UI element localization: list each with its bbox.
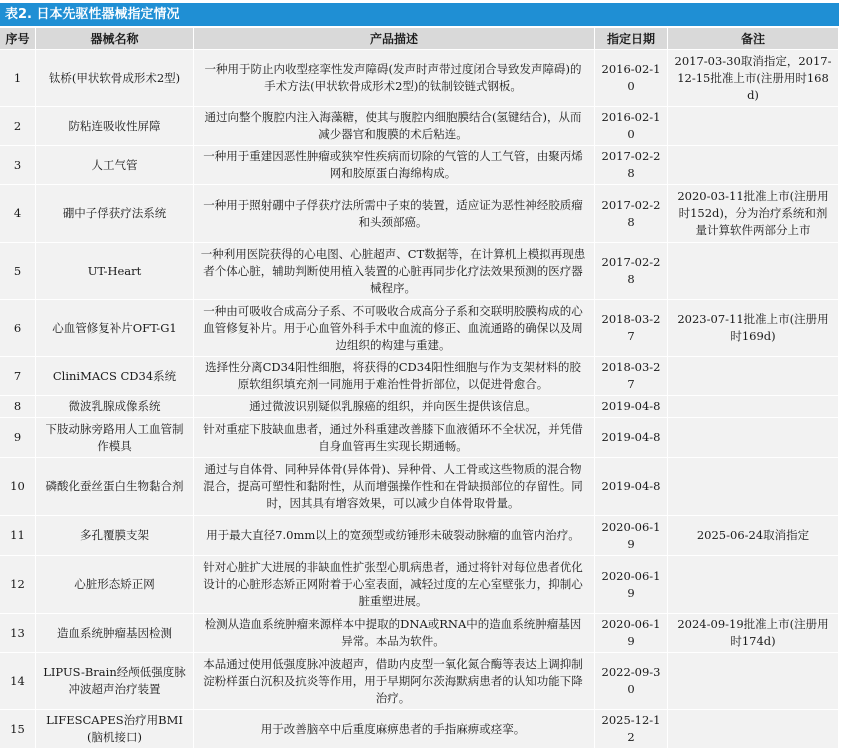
col-header-no: 序号 <box>0 28 36 49</box>
cell-no: 6 <box>0 300 36 356</box>
cell-no: 14 <box>0 653 36 709</box>
cell-name: UT-Heart <box>36 243 194 299</box>
table-row <box>0 243 839 299</box>
col-header-desc: 产品描述 <box>194 28 595 49</box>
cell-no: 10 <box>0 458 36 515</box>
cell-name: 心血管修复补片OFT-G1 <box>36 300 194 356</box>
cell-name: 造血系统肿瘤基因检测 <box>36 614 194 652</box>
cell-note <box>668 710 839 748</box>
cell-no: 8 <box>0 396 36 417</box>
cell-desc: 本品通过使用低强度脉冲波超声，借助内皮型一氧化氮合酶等表达上调抑制淀粉样蛋白沉积及抗炎等作用，用于早期阿尔茨海默病患者的认知功能下降治疗。 <box>194 653 595 709</box>
cell-date: 2019-04-8 <box>595 458 668 515</box>
cell-note <box>668 243 839 299</box>
cell-desc: 一种用于重建因恶性肿瘤或狭窄性疾病而切除的气管的人工气管，由聚丙烯网和胶原蛋白海绵构成。 <box>194 146 595 184</box>
cell-desc: 选择性分离CD34阳性细胞，将获得的CD34阳性细胞与作为支架材料的胶原软组织填充剂一同施用于难治性骨折部位，以促进骨愈合。 <box>194 357 595 395</box>
designation-table <box>0 27 839 749</box>
cell-note: 2024-09-19批准上市(注册用时174d) <box>668 614 839 652</box>
cell-date: 2019-04-8 <box>595 396 668 417</box>
cell-note <box>668 418 839 457</box>
cell-desc: 一种用于防止内收型痉挛性发声障碍(发声时声带过度闭合导致发声障碍)的手术方法(甲状软骨成形术2型)的钛制铰链式钢板。 <box>194 50 595 106</box>
cell-date: 2017-02-28 <box>595 146 668 184</box>
col-header-name: 器械名称 <box>36 28 194 49</box>
table-row <box>0 458 839 515</box>
table-row <box>0 516 839 555</box>
cell-desc: 通过向整个腹腔内注入海藻糖，使其与腹腔内细胞膜结合(氢键结合)，从而减少器官和腹膜的术后粘连。 <box>194 107 595 145</box>
table-row <box>0 653 839 709</box>
cell-date: 2022-09-30 <box>595 653 668 709</box>
cell-no: 4 <box>0 185 36 242</box>
cell-desc: 针对重症下肢缺血患者，通过外科重建改善膝下血液循环不全状况，并凭借自身血管再生实现长期通畅。 <box>194 418 595 457</box>
cell-desc: 一种用于照射硼中子俘获疗法所需中子束的装置，适应证为恶性神经胶质瘤和头颈部癌。 <box>194 185 595 242</box>
cell-name: 磷酸化蚕丝蛋白生物黏合剂 <box>36 458 194 515</box>
table-row <box>0 614 839 652</box>
cell-note <box>668 653 839 709</box>
table-row <box>0 185 839 242</box>
cell-note <box>668 146 839 184</box>
cell-date: 2016-02-10 <box>595 50 668 106</box>
cell-no: 12 <box>0 556 36 613</box>
cell-name: 硼中子俘获疗法系统 <box>36 185 194 242</box>
cell-no: 13 <box>0 614 36 652</box>
cell-note <box>668 396 839 417</box>
cell-no: 1 <box>0 50 36 106</box>
table-body <box>0 50 839 748</box>
cell-name: 钛桥(甲状软骨成形术2型) <box>36 50 194 106</box>
cell-date: 2018-03-27 <box>595 357 668 395</box>
cell-date: 2017-02-28 <box>595 185 668 242</box>
cell-name: LIPUS-Brain经颅低强度脉冲波超声治疗装置 <box>36 653 194 709</box>
col-header-note: 备注 <box>668 28 839 49</box>
cell-no: 3 <box>0 146 36 184</box>
cell-note: 2023-07-11批准上市(注册用时169d) <box>668 300 839 356</box>
table-title: 表2. 日本先驱性器械指定情况 <box>0 3 839 26</box>
cell-desc: 一种由可吸收合成高分子系、不可吸收合成高分子系和交联明胶膜构成的心血管修复补片。用于心血管外科手术中血流的修正、血流通路的确保以及周边组织的构建与重建。 <box>194 300 595 356</box>
table-row <box>0 556 839 613</box>
cell-note <box>668 458 839 515</box>
cell-date: 2020-06-19 <box>595 556 668 613</box>
header-row <box>0 28 839 49</box>
cell-date: 2017-02-28 <box>595 243 668 299</box>
table-row <box>0 396 839 417</box>
cell-no: 2 <box>0 107 36 145</box>
table-row <box>0 300 839 356</box>
cell-name: 心脏形态矫正网 <box>36 556 194 613</box>
col-header-date: 指定日期 <box>595 28 668 49</box>
cell-desc: 通过与自体骨、同种异体骨(异体骨)、异种骨、人工骨或这些物质的混合物混合，提高可塑性和黏附性，从而增强操作性和在骨缺损部位的存留性。同时，因其具有增容效果，可以减少自体骨取骨量。 <box>194 458 595 515</box>
cell-note: 2017-03-30取消指定，2017-12-15批准上市(注册用时168d) <box>668 50 839 106</box>
cell-name: 多孔覆膜支架 <box>36 516 194 555</box>
cell-date: 2020-06-19 <box>595 516 668 555</box>
cell-desc: 用于最大直径7.0mm以上的宽颈型或纺锤形未破裂动脉瘤的血管内治疗。 <box>194 516 595 555</box>
cell-desc: 针对心脏扩大进展的非缺血性扩张型心肌病患者，通过将针对每位患者优化设计的心脏形态矫正网附着于心室表面，减轻过度的左心室壁张力，抑制心脏重塑进展。 <box>194 556 595 613</box>
cell-no: 9 <box>0 418 36 457</box>
table-row <box>0 710 839 748</box>
cell-name: 人工气管 <box>36 146 194 184</box>
cell-date: 2025-12-12 <box>595 710 668 748</box>
cell-note <box>668 556 839 613</box>
cell-note <box>668 357 839 395</box>
cell-name: 微波乳腺成像系统 <box>36 396 194 417</box>
cell-desc: 用于改善脑卒中后重度麻痹患者的手指麻痹或痉挛。 <box>194 710 595 748</box>
cell-date: 2019-04-8 <box>595 418 668 457</box>
cell-no: 5 <box>0 243 36 299</box>
cell-name: LIFESCAPES治疗用BMI(脑机接口) <box>36 710 194 748</box>
cell-date: 2018-03-27 <box>595 300 668 356</box>
cell-note: 2020-03-11批准上市(注册用时152d)，分为治疗系统和剂量计算软件两部分上市 <box>668 185 839 242</box>
cell-date: 2016-02-10 <box>595 107 668 145</box>
cell-no: 15 <box>0 710 36 748</box>
cell-note: 2025-06-24取消指定 <box>668 516 839 555</box>
cell-name: 下肢动脉旁路用人工血管制作模具 <box>36 418 194 457</box>
table-row <box>0 357 839 395</box>
cell-desc: 检测从造血系统肿瘤来源样本中提取的DNA或RNA中的造血系统肿瘤基因异常。本品为软件。 <box>194 614 595 652</box>
table-row <box>0 418 839 457</box>
cell-note <box>668 107 839 145</box>
cell-desc: 通过微波识别疑似乳腺癌的组织，并向医生提供该信息。 <box>194 396 595 417</box>
cell-desc: 一种利用医院获得的心电图、心脏超声、CT数据等，在计算机上模拟再现患者个体心脏，辅助判断使用植入装置的心脏再同步化疗法效果预测的医疗器械程序。 <box>194 243 595 299</box>
cell-name: 防粘连吸收性屏障 <box>36 107 194 145</box>
cell-no: 7 <box>0 357 36 395</box>
table-row <box>0 146 839 184</box>
cell-no: 11 <box>0 516 36 555</box>
cell-name: CliniMACS CD34系统 <box>36 357 194 395</box>
cell-date: 2020-06-19 <box>595 614 668 652</box>
table-row <box>0 107 839 145</box>
table-row <box>0 50 839 106</box>
